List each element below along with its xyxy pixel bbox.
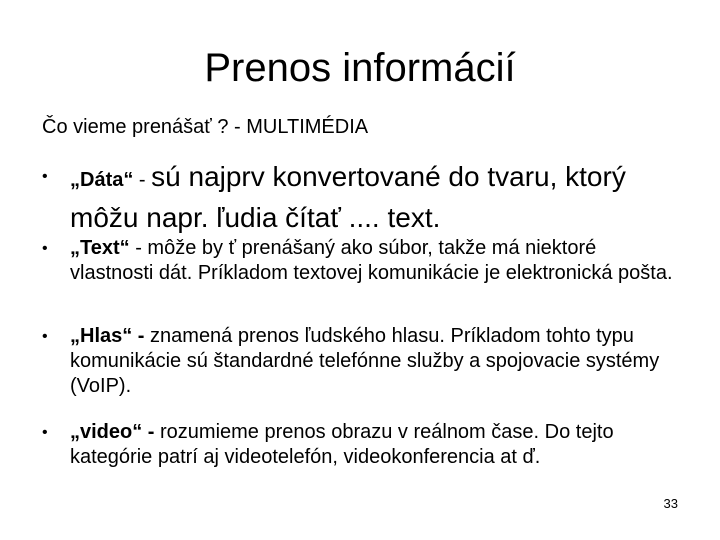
- bullet-video: [42, 420, 682, 470]
- bullet-separator: -: [133, 169, 152, 191]
- bullet-separator: -: [129, 237, 148, 259]
- bullet-term: „Dáta“: [70, 169, 134, 191]
- bullet-marker: •: [42, 240, 48, 257]
- slide-title: Prenos informácií: [204, 46, 516, 90]
- bullet-marker: •: [42, 328, 48, 345]
- bullet-term: „video“ -: [70, 421, 155, 443]
- page-number: 33: [663, 496, 678, 511]
- bullet-data: [42, 158, 682, 237]
- bullet-marker: •: [42, 424, 48, 441]
- bullet-text: rozumieme prenos obrazu v reálnom čase. Do tejto kategórie patrí aj videotelefón, videokonferencia at ď.: [70, 421, 614, 468]
- bullet-marker: •: [42, 168, 48, 185]
- slide-subtitle: Čo vieme prenášať ? - MULTIMÉDIA: [42, 116, 369, 138]
- bullet-voice: [42, 324, 682, 399]
- bullet-text: sú najprv konvertované do tvaru, ktorý môžu napr. ľudia čítať .... text.: [70, 161, 626, 233]
- bullet-text-media: [42, 236, 682, 286]
- bullet-term: „Text“: [70, 237, 130, 259]
- bullet-text: znamená prenos ľudského hlasu. Príkladom tohto typu komunikácie sú štandardné telefónne služby a spojovacie systémy (VoIP).: [70, 325, 660, 397]
- bullet-term: „Hlas“ -: [70, 325, 145, 347]
- bullet-text: môže by ť prenášaný ako súbor, takže má niektoré vlastnosti dát. Príkladom textovej komunikácie je elektronická pošta.: [70, 237, 673, 284]
